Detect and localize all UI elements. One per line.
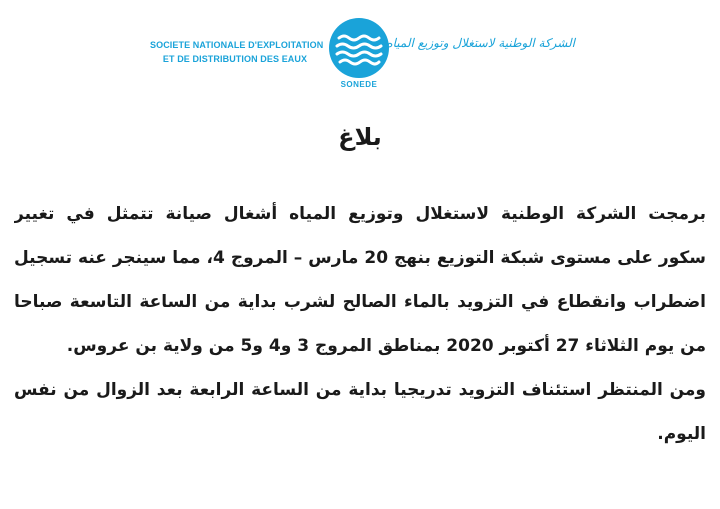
announcement-title: بلاغ [338,123,382,151]
company-name-arabic: الشركة الوطنية لاستغلال وتوزيع المياه [386,36,575,50]
company-name-french-line2: ET DE DISTRIBUTION DES EAUX [162,54,308,64]
body-line: اليوم. [657,424,706,444]
body-line: برمجت الشركة الوطنية لاستغلال وتوزيع المياه أشغال صيانة تتمثل في تغيير [14,204,706,224]
logo-label: SONEDE [340,80,378,89]
body-line: ومن المنتظر استئناف التزويد تدريجيا بداية من الساعة الرابعة بعد الزوال من نفس [14,380,706,400]
sonede-logo [327,16,391,96]
company-name-french [150,38,324,66]
letterhead [0,0,720,100]
body-line: من يوم الثلاثاء 27 أكتوبر 2020 بمناطق المروج 3 و4 و5 من ولاية بن عروس. [66,336,706,356]
company-name-french-line1: SOCIETE NATIONALE D'EXPLOITATION [150,40,324,50]
body-line: سكور على مستوى شبكة التوزيع بنهج 20 مارس – المروج 4، مما سينجر عنه تسجيل [14,248,706,268]
body-line: اضطراب وانقطاع في التزويد بالماء الصالح لشرب بداية من الساعة التاسعة صباحا [14,292,706,312]
water-waves-icon [327,16,391,80]
announcement-body [14,192,706,456]
